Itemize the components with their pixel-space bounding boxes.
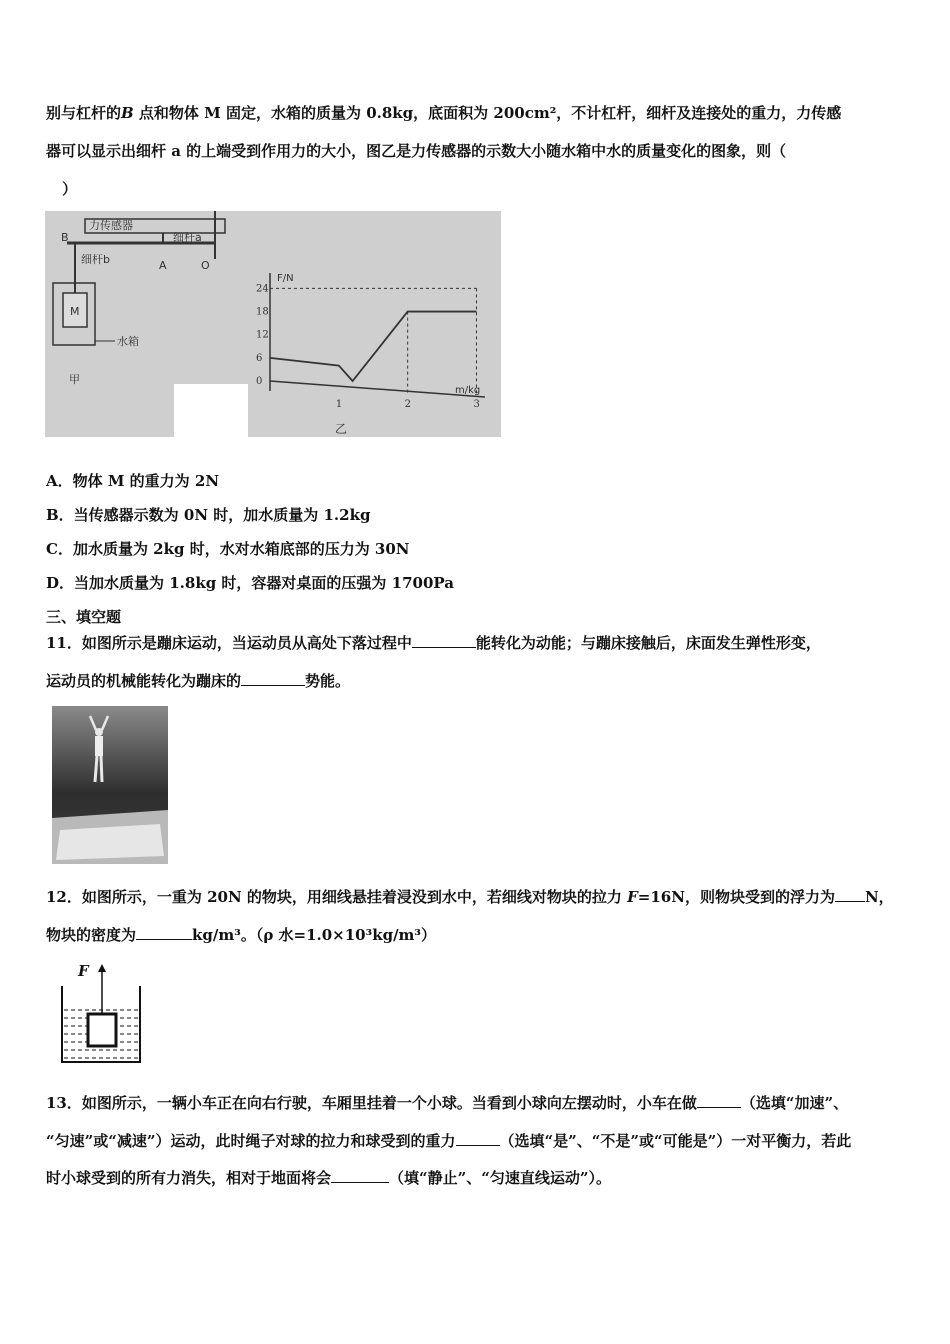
intro-line-1: 别与杠杆的B 点和物体 M 固定，水箱的质量为 0.8kg，底面积为 200cm²，不计杠杆，细杆及连接处的重力，力传感 — [46, 104, 842, 122]
q13-blank-1[interactable] — [697, 1093, 741, 1108]
y-tick-label: 6 — [256, 352, 263, 364]
trampoline-photo — [52, 706, 168, 864]
label-rod-b: 细杆b — [81, 253, 110, 266]
option-c: C．加水质量为 2kg 时，水对水箱底部的压力为 30N — [46, 540, 410, 558]
label-rod-a: 细杆a — [173, 231, 202, 244]
option-b: B．当传感器示数为 0N 时，加水质量为 1.2kg — [46, 506, 371, 524]
trampoline-photo-svg — [52, 706, 168, 864]
label-fig-yi: 乙 — [335, 422, 348, 436]
q11-line-2: 运动员的机械能转化为蹦床的 势能。 — [46, 672, 351, 690]
buoyancy-figure-svg — [58, 962, 144, 1066]
athlete-body — [95, 736, 103, 756]
q13-line-2: “匀速”或“减速”）运动，此时绳子对球的拉力和球受到的重力 （选填“是”、“不是”或“可能是”）一对平衡力，若此 — [46, 1132, 852, 1150]
submerged-block — [88, 1014, 116, 1046]
intro-line-3: ） — [62, 180, 78, 198]
y-tick-label: 18 — [256, 306, 269, 318]
trampoline-surface — [56, 824, 164, 860]
q12-blank-1[interactable] — [835, 887, 865, 902]
lever-figure-svg — [45, 211, 501, 437]
q13-line-1: 13．如图所示，一辆小车正在向右行驶，车厢里挂着一个小球。当看到小球向左摆动时，小车在做 （选填“加速”、 — [46, 1094, 849, 1112]
x-tick-label: 2 — [404, 399, 412, 410]
intro-line-2: 器可以显示出细杆 a 的上端受到作用力的大小，图乙是力传感器的示数大小随水箱中水的质量变化的图象，则（ — [46, 142, 787, 160]
q13-blank-2[interactable] — [456, 1131, 500, 1146]
graph-xlabel: m/kg — [455, 385, 481, 396]
q13-line-3: 时小球受到的所有力消失，相对于地面将会 （填“静止”、“匀速直线运动”）。 — [46, 1169, 612, 1187]
option-a: A．物体 M 的重力为 2N — [46, 472, 220, 490]
y-tick-label: 24 — [256, 283, 269, 295]
q13-blank-3[interactable] — [331, 1168, 389, 1183]
label-tank: 水箱 — [117, 335, 139, 348]
buoyancy-figure — [58, 962, 144, 1066]
option-d: D．当加水质量为 1.8kg 时，容器对桌面的压强为 1700Pa — [46, 574, 454, 592]
white-patch — [174, 384, 248, 437]
y-tick-label: 0 — [256, 376, 263, 387]
q11-line-1: 11．如图所示是蹦床运动，当运动员从高处下落过程中 能转化为动能；与蹦床接触后，床面发生弹性形变， — [46, 634, 821, 652]
x-tick-label: 1 — [335, 399, 343, 410]
force-label: F — [78, 962, 89, 980]
force-arrow — [98, 964, 106, 972]
lever-figure — [45, 211, 501, 437]
graph-ylabel: F/N — [277, 273, 294, 284]
section-heading: 三、填空题 — [46, 608, 122, 626]
q12-line-1: 12．如图所示，一重为 20N 的物块，用细线悬挂着浸没到水中，若细线对物块的拉力 F=16N，则物块受到的浮力为 N， — [46, 888, 894, 906]
label-point-a: A — [159, 259, 167, 272]
label-sensor: 力传感器 — [89, 219, 133, 232]
label-object-m: M — [70, 305, 80, 318]
q12-line-2: 物块的密度为 kg/m³。（ρ 水=1.0×10³kg/m³） — [46, 926, 436, 944]
label-point-o: O — [201, 259, 210, 272]
x-tick-label: 3 — [473, 399, 480, 410]
q11-blank-1[interactable] — [412, 633, 476, 648]
q11-blank-2[interactable] — [241, 671, 305, 686]
label-fig-jia: 甲 — [69, 373, 80, 386]
y-tick-label: 12 — [256, 329, 269, 341]
label-point-b: B — [61, 231, 69, 244]
q12-blank-2[interactable] — [136, 925, 192, 940]
